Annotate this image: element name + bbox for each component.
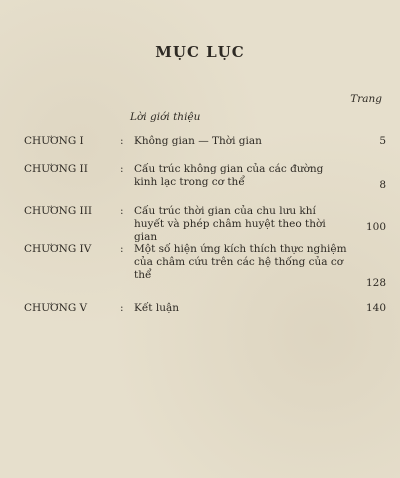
chapter-title: Không gian — Thời gian (134, 135, 262, 147)
chapter-label: CHƯƠNG I (24, 135, 84, 147)
chapter-label: CHƯƠNG II (24, 163, 88, 175)
toc-entry-chapter-2 (24, 163, 386, 193)
colon-separator: : (120, 205, 124, 217)
colon-separator: : (120, 163, 124, 175)
toc-entry-chapter-4 (24, 243, 386, 287)
chapter-title: Một số hiện ứng kích thích thực nghiệm của châm cứu trên các hệ thống của cơ thể (134, 243, 347, 281)
chapter-page-number: 5 (379, 135, 386, 147)
chapter-label: CHƯƠNG IV (24, 243, 92, 255)
chapter-page-number: 140 (365, 302, 386, 314)
page-column-label: Trang (350, 93, 382, 105)
chapter-page-number: 8 (379, 179, 386, 191)
intro-entry: Lời giới thiệu (130, 111, 201, 123)
toc-entry-chapter-5 (24, 302, 386, 316)
colon-separator: : (120, 135, 124, 147)
chapter-title: Kết luận (134, 302, 180, 314)
chapter-title: Cấu trúc thời gian của chu lưu khí huyết và phép châm huyệt theo thời gian (134, 205, 326, 243)
colon-separator: : (120, 243, 124, 255)
chapter-label: CHƯƠNG III (24, 205, 93, 217)
colon-separator: : (120, 302, 124, 314)
chapter-label: CHƯƠNG V (24, 302, 88, 314)
chapter-page-number: 128 (365, 277, 386, 289)
page-title: MỤC LỤC (155, 43, 245, 61)
chapter-title: Cấu trúc không gian của các đường kinh lạc trong cơ thể (134, 163, 324, 188)
chapter-page-number: 100 (365, 221, 386, 233)
toc-entry-chapter-1 (24, 135, 386, 149)
toc-entry-chapter-3 (24, 205, 386, 243)
